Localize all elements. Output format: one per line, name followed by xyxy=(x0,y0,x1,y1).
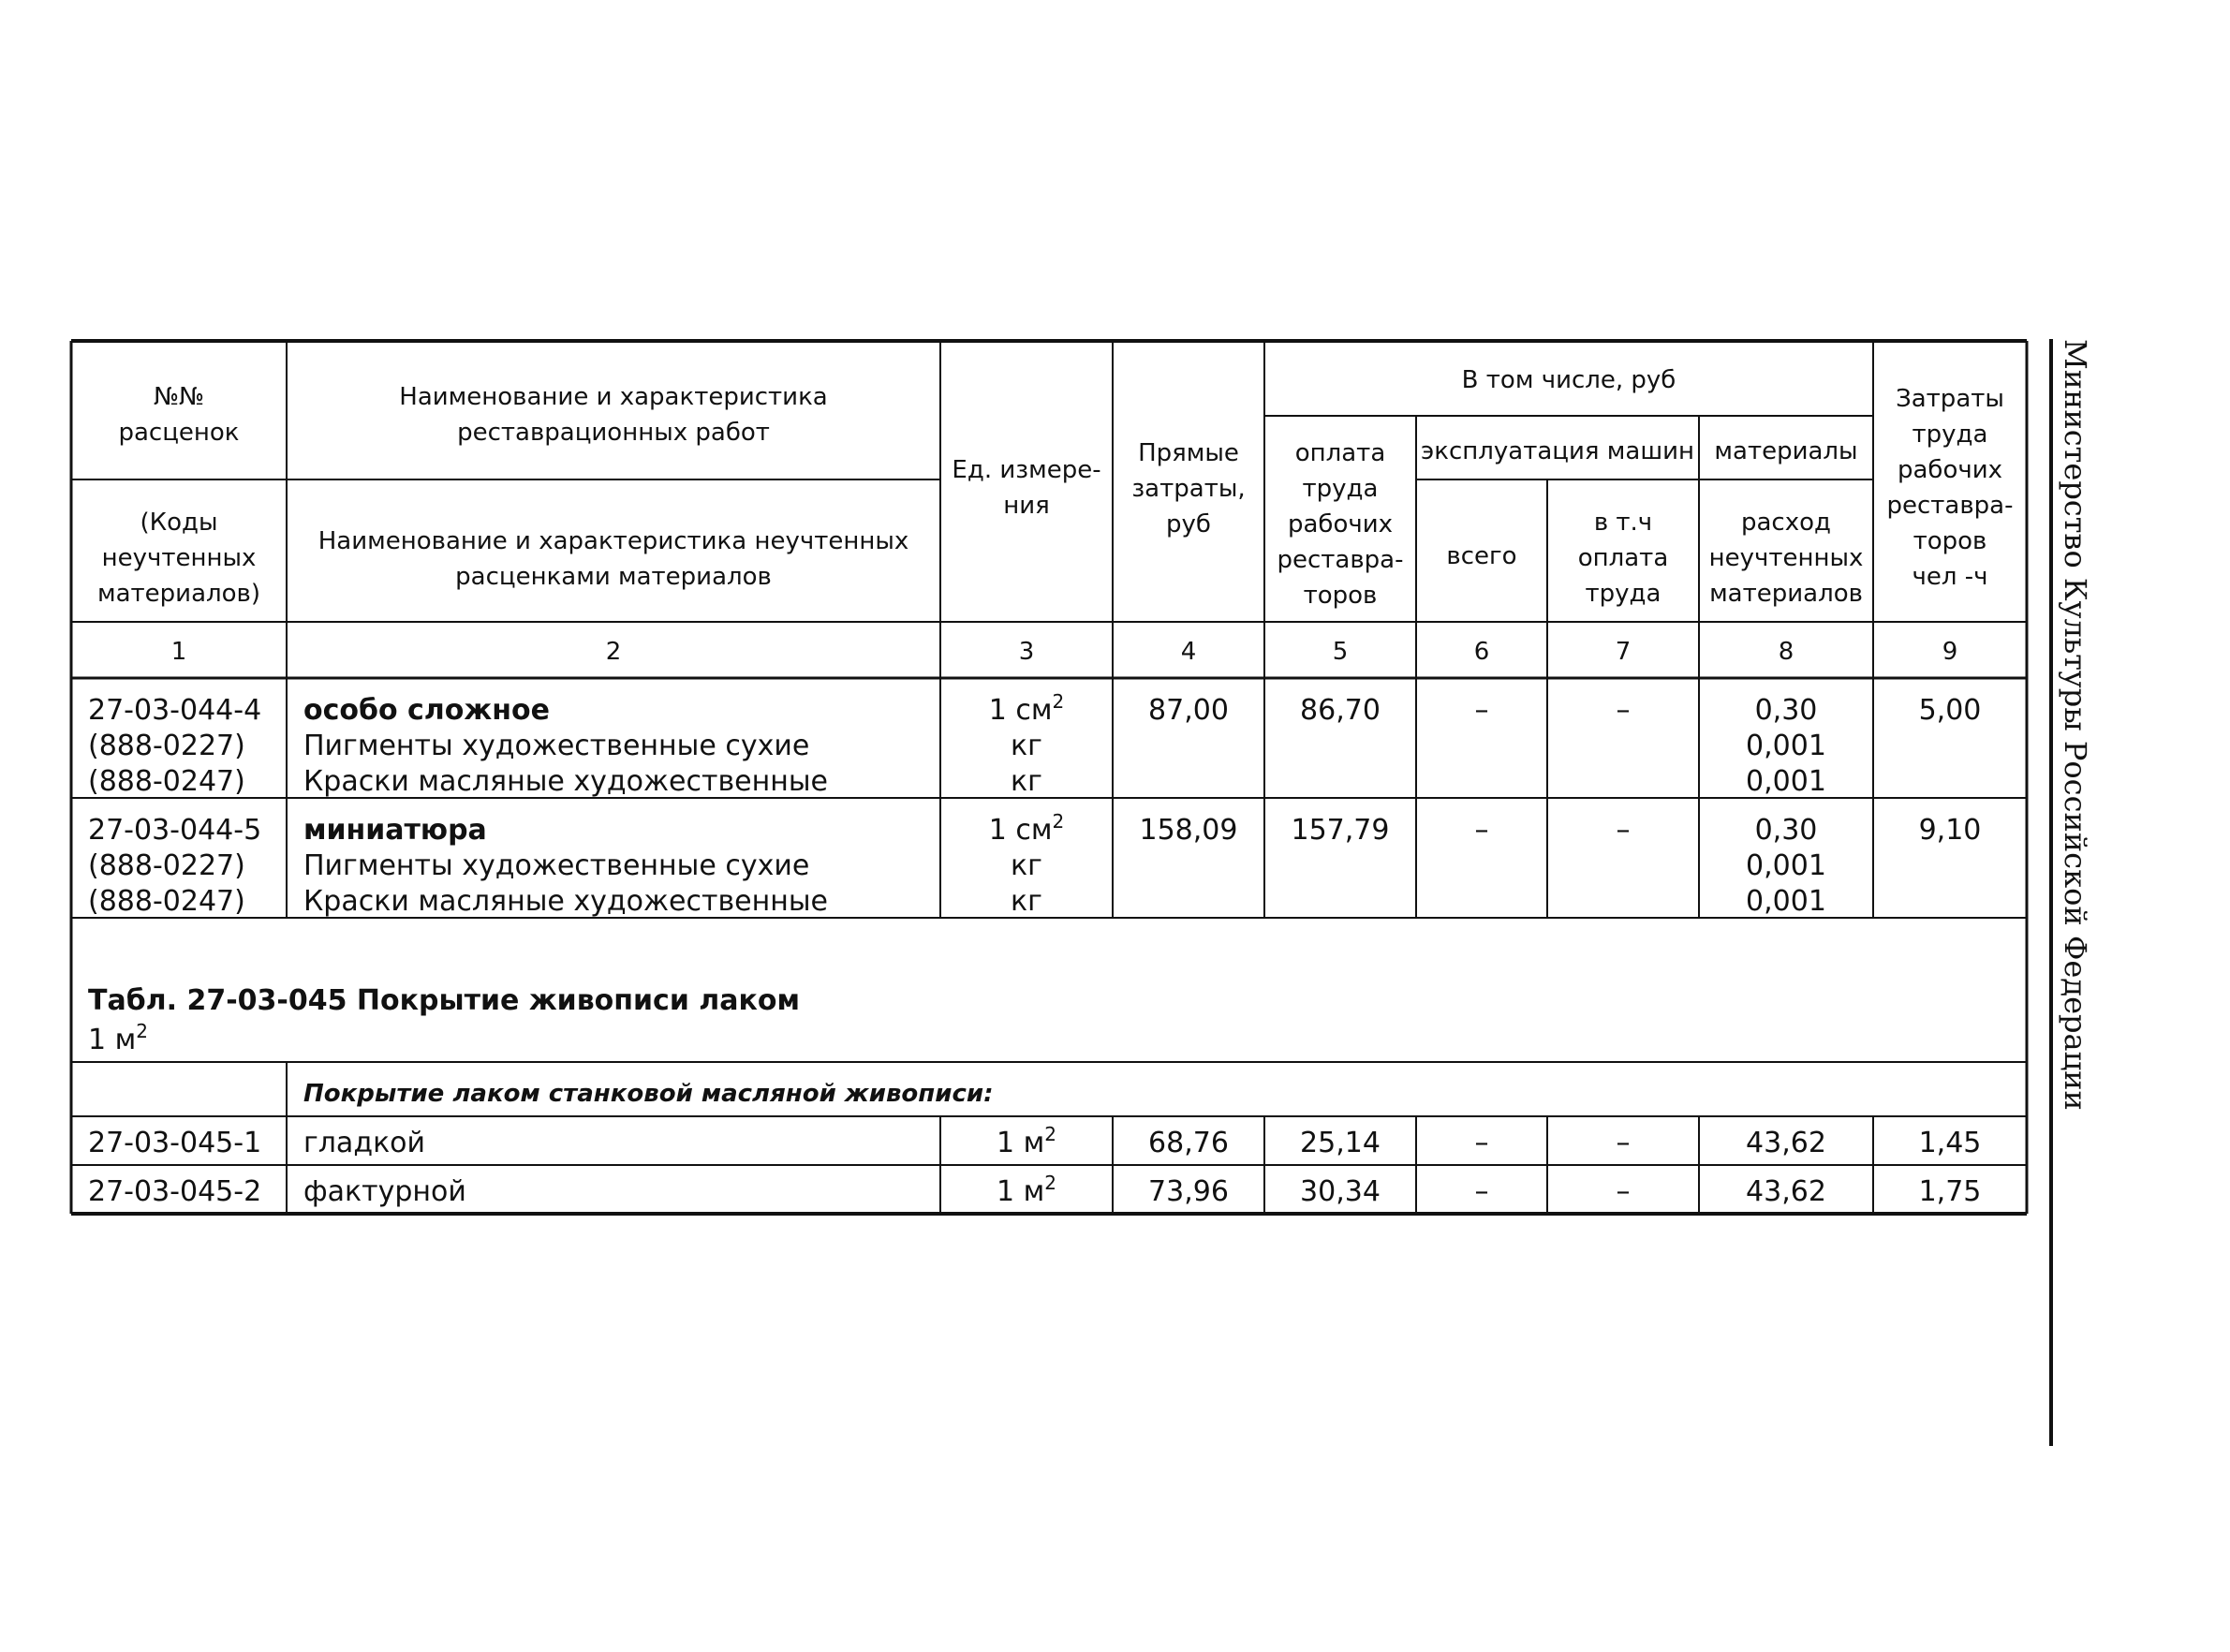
machine-labor: – xyxy=(1616,694,1631,727)
rate-code: 27-03-045-2 xyxy=(88,1175,262,1208)
table-text xyxy=(88,366,2014,1208)
header-c8: расход xyxy=(1740,509,1832,537)
header-c7: в т.ч xyxy=(1593,509,1653,537)
header-c7: труда xyxy=(1585,580,1661,608)
header-c9: торов xyxy=(1912,527,1987,555)
header-c2-bottom: Наименование и характеристика неучтенных xyxy=(318,527,909,555)
machine-labor: – xyxy=(1616,1127,1631,1159)
header-c5: рабочих xyxy=(1287,510,1394,538)
column-number: 9 xyxy=(1942,638,1958,666)
header-c1-bottom: неучтенных xyxy=(101,544,257,572)
header-c5: реставра- xyxy=(1277,546,1404,574)
unit-text: 1 $см^2$ xyxy=(988,810,1065,847)
work-name: гладкой xyxy=(303,1127,426,1159)
header-c1-bottom: (Коды xyxy=(140,509,218,537)
material-amount: 0,001 xyxy=(1746,730,1826,762)
material-amount: 0,001 xyxy=(1746,885,1826,918)
header-c1-top: №№ xyxy=(153,383,205,411)
header-c2-bottom: расценками материалов xyxy=(455,563,772,591)
rate-code: (888-0247) xyxy=(88,765,245,798)
direct-cost: 158,09 xyxy=(1139,814,1238,847)
material-name: Пигменты художественные сухие xyxy=(303,849,810,882)
labor-cost: 30,34 xyxy=(1300,1175,1381,1208)
header-c8: материалов xyxy=(1709,580,1863,608)
unit-text: кг xyxy=(1011,730,1042,762)
machine-total: – xyxy=(1474,814,1489,847)
column-number: 8 xyxy=(1778,638,1794,666)
column-number: 4 xyxy=(1180,638,1197,666)
material-amount: 0,30 xyxy=(1754,694,1818,727)
machine-total: – xyxy=(1474,1127,1489,1159)
unit-text: кг xyxy=(1011,765,1042,798)
labor-hours: 1,45 xyxy=(1918,1127,1982,1159)
header-c6: всего xyxy=(1446,542,1517,570)
side-title: Министерство Культуры Российской Федерации xyxy=(2058,339,2093,1111)
unit-text: кг xyxy=(1011,849,1042,882)
material-name: Краски масляные художественные xyxy=(303,765,828,798)
header-c2-top: Наименование и характеристика xyxy=(399,383,828,411)
rate-code: (888-0247) xyxy=(88,885,245,918)
header-c9: Затраты xyxy=(1896,385,2004,413)
work-name: фактурной xyxy=(303,1175,466,1208)
column-number: 3 xyxy=(1018,638,1035,666)
header-c5: труда xyxy=(1302,475,1379,503)
material-amount: 0,001 xyxy=(1746,849,1826,882)
material-amount: 43,62 xyxy=(1746,1175,1826,1208)
column-number: 7 xyxy=(1615,638,1632,666)
header-c5: торов xyxy=(1303,582,1378,610)
column-number: 1 xyxy=(170,638,187,666)
header-c9: рабочих xyxy=(1897,456,2003,484)
direct-cost: 68,76 xyxy=(1148,1127,1229,1159)
unit-text: 1 $см^2$ xyxy=(988,690,1065,727)
section-subheader: Покрытие лаком станковой масляной живописи: xyxy=(303,1080,994,1108)
unit-text: 1 $м^2$ xyxy=(997,1123,1056,1159)
machine-total: – xyxy=(1474,1175,1489,1208)
material-amount: 43,62 xyxy=(1746,1127,1826,1159)
labor-cost: 25,14 xyxy=(1300,1127,1381,1159)
machine-labor: – xyxy=(1616,814,1631,847)
rate-code: (888-0227) xyxy=(88,849,245,882)
unit-text: 1 $м^2$ xyxy=(997,1172,1056,1208)
header-c9: реставра- xyxy=(1886,492,2014,520)
column-number: 5 xyxy=(1332,638,1349,666)
rate-code: 27-03-044-5 xyxy=(88,814,262,847)
header-c8: неучтенных xyxy=(1708,544,1864,572)
section-unit: 1 $м^2$ xyxy=(88,1020,148,1056)
machine-labor: – xyxy=(1616,1175,1631,1208)
column-number: 2 xyxy=(605,638,622,666)
material-name: Краски масляные художественные xyxy=(303,885,828,918)
header-c4: Прямые xyxy=(1138,439,1239,467)
header-c2-top: реставрационных работ xyxy=(457,419,770,447)
rate-code: (888-0227) xyxy=(88,730,245,762)
column-number: 6 xyxy=(1473,638,1490,666)
rate-code: 27-03-045-1 xyxy=(88,1127,262,1159)
header-machines: эксплуатация машин xyxy=(1420,437,1695,465)
header-c1-bottom: материалов) xyxy=(96,580,261,608)
header-c9: труда xyxy=(1912,420,1988,449)
material-amount: 0,001 xyxy=(1746,765,1826,798)
labor-cost: 86,70 xyxy=(1300,694,1381,727)
material-amount: 0,30 xyxy=(1754,814,1818,847)
material-name: Пигменты художественные сухие xyxy=(303,730,810,762)
direct-cost: 73,96 xyxy=(1148,1175,1229,1208)
header-c3: ния xyxy=(1003,492,1050,520)
header-c7: оплата xyxy=(1577,544,1669,572)
header-c3: Ед. измере- xyxy=(952,456,1101,484)
header-c5: оплата xyxy=(1294,439,1386,467)
direct-cost: 87,00 xyxy=(1148,694,1229,727)
header-group: В том числе, руб xyxy=(1461,366,1676,394)
header-materials: материалы xyxy=(1714,437,1858,465)
labor-cost: 157,79 xyxy=(1291,814,1390,847)
header-c1-top: расценок xyxy=(118,419,240,447)
labor-hours: 5,00 xyxy=(1918,694,1982,727)
header-c9: чел -ч xyxy=(1912,563,1988,591)
machine-total: – xyxy=(1474,694,1489,727)
rate-code: 27-03-044-4 xyxy=(88,694,262,727)
work-name: миниатюра xyxy=(303,814,487,847)
labor-hours: 1,75 xyxy=(1918,1175,1982,1208)
section-title: Табл. 27-03-045 Покрытие живописи лаком xyxy=(88,984,800,1017)
labor-hours: 9,10 xyxy=(1918,814,1982,847)
header-c4: руб xyxy=(1166,510,1211,538)
work-name: особо сложное xyxy=(303,694,550,727)
unit-text: кг xyxy=(1011,885,1042,918)
header-c4: затраты, xyxy=(1131,475,1246,503)
